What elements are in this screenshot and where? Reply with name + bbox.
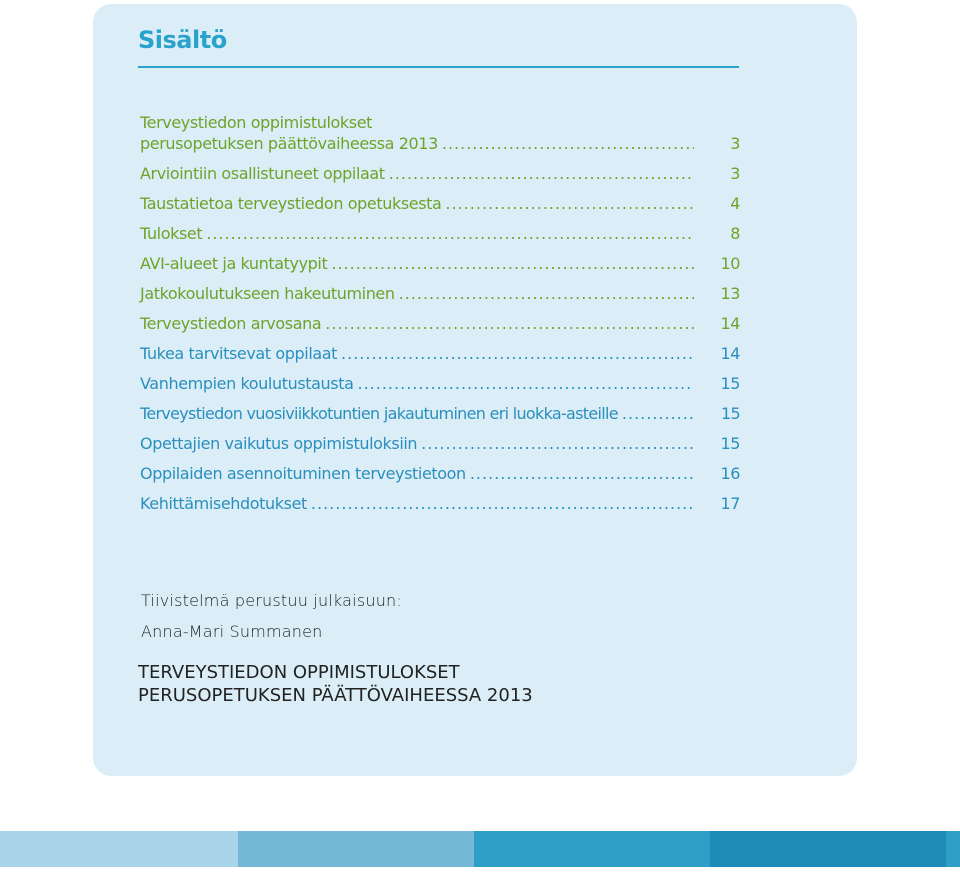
heading-underline <box>138 66 739 68</box>
contents-heading: Sisältö <box>138 26 227 54</box>
toc-entry-page: 15 <box>721 404 740 423</box>
toc-entry <box>140 134 740 156</box>
toc-leader-dots <box>445 194 694 213</box>
toc-leader-dots <box>331 254 694 273</box>
toc-leader-dots <box>470 464 694 483</box>
toc-entry <box>140 344 740 366</box>
footer-bar-5 <box>946 831 960 867</box>
toc-entry-page: 3 <box>730 164 740 183</box>
toc-entry <box>140 194 740 216</box>
toc-entry-title: Tulokset <box>140 224 203 243</box>
toc-entry-page: 14 <box>720 344 740 363</box>
toc-entry <box>140 164 740 186</box>
toc-entry-page: 4 <box>730 194 740 213</box>
toc-leader-dots <box>399 284 694 303</box>
toc-entry-title: Opettajien vaikutus oppimistuloksiin <box>140 434 418 453</box>
toc-entry <box>140 374 740 396</box>
publication-intro: Tiivistelmä perustuu julkaisuun: <box>141 591 402 610</box>
toc-entry-page: 15 <box>720 434 740 453</box>
toc-entry-page: 13 <box>720 284 740 303</box>
toc-leader-dots <box>358 374 695 393</box>
toc-entry-title: Taustatietoa terveystiedon opetuksesta <box>140 194 442 213</box>
toc-leader-dots <box>325 314 694 333</box>
toc-entry-title: Arviointiin osallistuneet oppilaat <box>140 164 385 183</box>
publication-title-line1: TERVEYSTIEDON OPPIMISTULOKSET <box>138 662 460 683</box>
toc-entry-title: Jatkokoulutukseen hakeutuminen <box>140 284 395 303</box>
toc-entry <box>140 434 740 456</box>
toc-entry <box>140 284 740 306</box>
toc-entry-page: 10 <box>720 254 740 273</box>
toc-entry-title: AVI-alueet ja kuntatyypit <box>140 254 328 273</box>
toc-entry-title-line1: Terveystiedon oppimistulokset <box>140 113 373 132</box>
toc-leader-dots <box>421 434 694 453</box>
toc-entry-page: 15 <box>720 374 740 393</box>
footer-bar-4 <box>710 831 946 867</box>
toc-entry-title: Kehittämisehdotukset <box>140 494 307 513</box>
toc-entry-page: 8 <box>730 224 740 243</box>
footer-bar-3 <box>474 831 710 867</box>
toc-entry-title: Vanhempien koulutustausta <box>140 374 354 393</box>
toc-entry-title: Tukea tarvitsevat oppilaat <box>140 344 338 363</box>
toc-entry-page: 14 <box>720 314 740 333</box>
toc-leader-dots <box>442 134 694 153</box>
toc-leader-dots <box>206 224 694 243</box>
toc-leader-dots <box>311 494 694 513</box>
toc-entry-page: 16 <box>720 464 740 483</box>
toc-entry <box>140 254 740 276</box>
publication-title-line2: PERUSOPETUKSEN PÄÄTTÖVAIHEESSA 2013 <box>138 685 533 706</box>
footer-bar-1 <box>0 831 238 867</box>
toc-entry-title: Terveystiedon vuosiviikkotuntien jakautuminen eri luokka-asteille <box>140 404 618 423</box>
toc-entry-page: 3 <box>730 134 740 153</box>
toc-leader-dots <box>622 404 694 423</box>
toc-leader-dots <box>341 344 694 363</box>
publication-author: Anna-Mari Summanen <box>141 622 323 641</box>
toc-entry <box>140 404 740 426</box>
toc-entry <box>140 314 740 336</box>
toc-entry-title: Oppilaiden asennoituminen terveystietoon <box>140 464 466 483</box>
toc-entry <box>140 464 740 486</box>
toc-leader-dots <box>389 164 694 183</box>
toc-entry <box>140 224 740 246</box>
footer-bar-2 <box>238 831 474 867</box>
toc-entry-title: Terveystiedon arvosana <box>140 314 322 333</box>
toc-entry-title-line2: perusopetuksen päättövaiheessa 2013 <box>140 134 438 153</box>
toc-entry-page: 17 <box>720 494 740 513</box>
toc-entry <box>140 494 740 516</box>
